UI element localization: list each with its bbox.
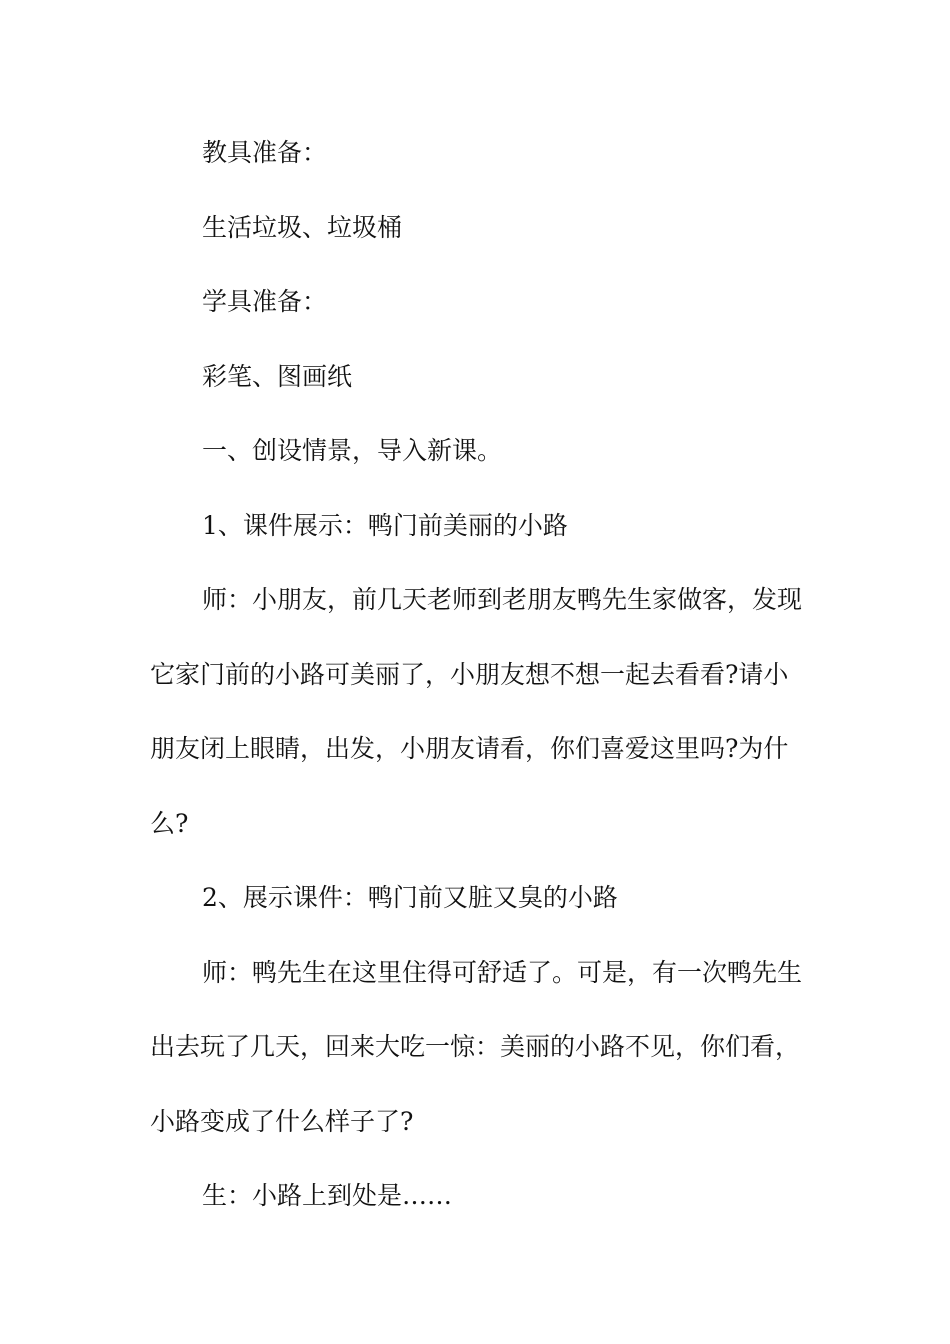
- teacher-materials-list: 生活垃圾、垃圾桶: [202, 212, 403, 242]
- step-2-courseware: 2、展示课件：鸭门前又脏又臭的小路: [202, 883, 618, 912]
- teacher-dialogue-2: 师：鸭先生在这里住得可舒适了。可是，有一次鸭先生出去玩了几天，回来大吃一惊：美丽的小路不见，你们看，小路变成了什么样子了?: [150, 957, 803, 1136]
- heading-teacher-materials: 教具准备：: [202, 138, 328, 167]
- section-heading-intro: 一、创设情景，导入新课。: [202, 436, 503, 465]
- document-body: [150, 116, 810, 1234]
- teacher-dialogue-1: 师：小朋友，前几天老师到老朋友鸭先生家做客，发现它家门前的小路可美丽了，小朋友想不想一起去看看?请小朋友闭上眼睛，出发，小朋友请看，你们喜爱这里吗?为什么?: [150, 585, 803, 838]
- student-response: 生：小路上到处是……: [202, 1181, 453, 1210]
- heading-student-materials: 学具准备：: [202, 287, 328, 316]
- step-1-courseware: 1、课件展示：鸭门前美丽的小路: [202, 510, 568, 540]
- student-materials-list: 彩笔、图画纸: [202, 361, 353, 391]
